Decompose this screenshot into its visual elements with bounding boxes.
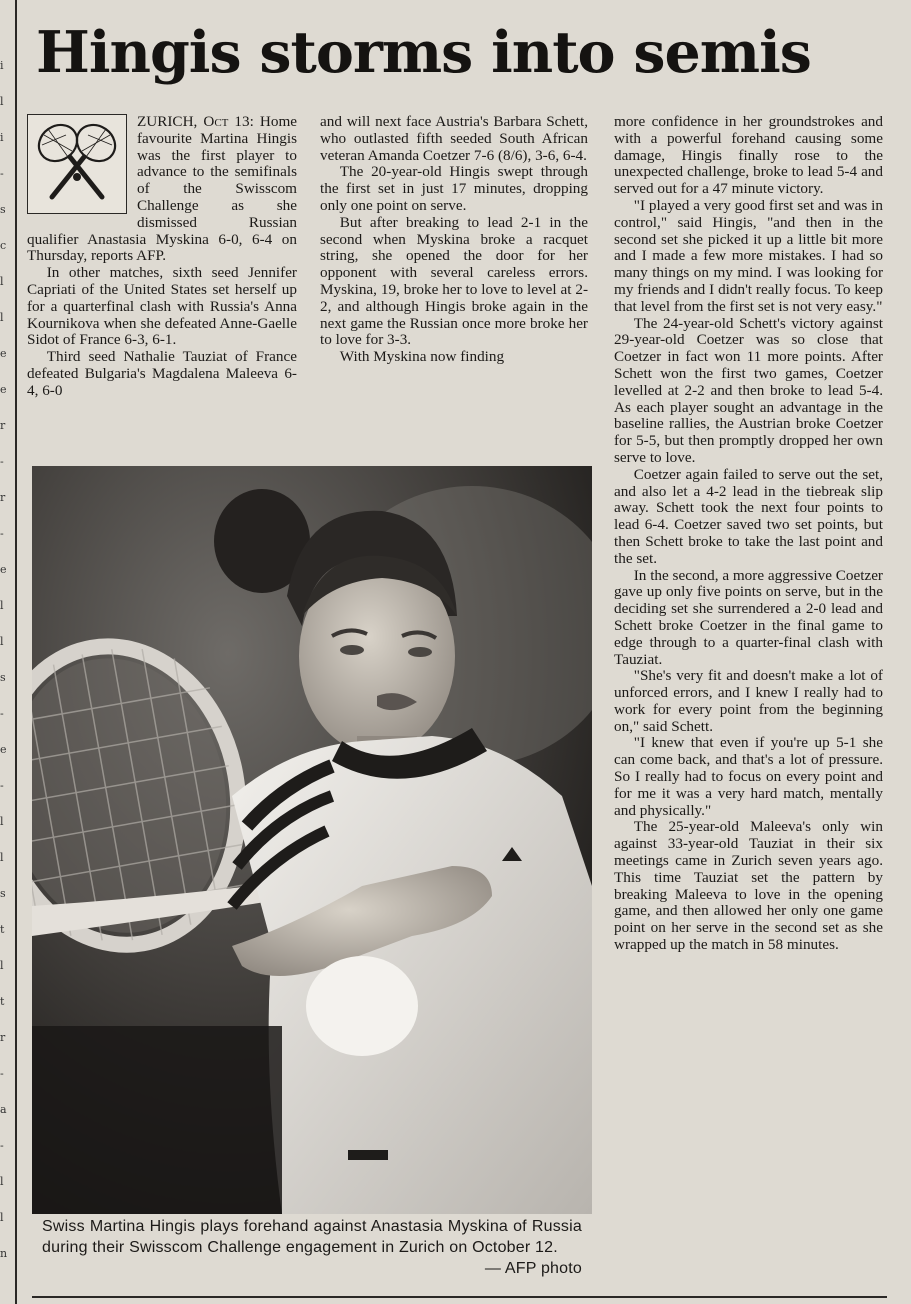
gutter-fragment: s <box>0 887 6 900</box>
paragraph: and will next face Austria's Barbara Schett, who outlasted fifth seeded South African veteran Amanda Coetzer 7-6 (8/6), 3-6, 6-4. <box>320 114 588 164</box>
gutter-fragment: r <box>0 419 6 432</box>
gutter-fragment: - <box>0 1067 4 1080</box>
gutter-fragment: l <box>0 95 4 108</box>
paragraph: In the second, a more aggressive Coetzer gave up only five points on serve, but in the deciding set she surrendered a 2-0 lead and Schett broke Coetzer in the final game to edge through to a quarter-final clash with Tauziat. <box>614 566 883 668</box>
article-column-2 <box>320 114 588 464</box>
article-column-1 <box>27 114 297 464</box>
paragraph: In other matches, sixth seed Jennifer Capriati of the United States set herself up for a quarterfinal clash with Russia's Anna Kournikova when she defeated Anne-Gaelle Sidot of France 6-3, 6-1. <box>27 264 297 349</box>
gutter-fragment: s <box>0 671 6 684</box>
news-photo <box>32 466 592 1214</box>
headline: Hingis storms into semis <box>36 19 811 86</box>
gutter-fragment: t <box>0 995 5 1008</box>
paragraph: "I knew that even if you're up 5-1 she can come back, and that's a lot of pressure. So I really had to focus on every point and for me it was a very hard match, mentally and physically." <box>614 734 883 819</box>
gutter-fragment: e <box>0 563 7 576</box>
gutter-fragment: e <box>0 347 7 360</box>
gutter-fragment: a <box>0 1103 7 1116</box>
tennis-racquets-icon <box>27 114 127 214</box>
gutter-fragment: e <box>0 743 7 756</box>
paragraph: Home favourite Martina Hingis was the first player to advance to the semifinals of the Swisscom Challenge as she dismissed Russian qualifier Anastasia Myskina 6-0, 6-4 on Thursday, reports AFP. <box>27 114 297 265</box>
gutter-fragment: e <box>0 383 7 396</box>
caption-text: Swiss Martina Hingis plays forehand against Anastasia Myskina of Russia during their Swisscom Challenge engagement in Zurich on October 12. <box>42 1218 582 1256</box>
paragraph: "I played a very good first set and was in control," said Hingis, "and then in the second set she picked it up a little bit more and I made a few more mistakes. I had so many things on my mind. I was looking for my friends and I didn't really focus. To keep that level from the first set is not very easy." <box>614 196 883 315</box>
gutter-fragment: l <box>0 851 4 864</box>
paragraph: Coetzer again failed to serve out the set, and also let a 4-2 lead in the tiebreak slip away. Schett took the next four points to lead 6-4. Coetzer saved two set points, but then Schett broke to take the last point and the set. <box>614 465 883 567</box>
gutter-fragment: l <box>0 1211 4 1224</box>
gutter-fragment: - <box>0 167 4 180</box>
gutter-fragment: l <box>0 1175 4 1188</box>
column-rule <box>15 0 17 1304</box>
gutter-fragment: c <box>0 239 7 252</box>
gutter-fragment: - <box>0 1139 4 1152</box>
paragraph: The 24-year-old Schett's victory against 29-year-old Coetzer was so close that Coetzer in fact won 11 more points. After Schett won the first two games, Coetzer levelled at 2-2 and then broke to lead 5-4. As each player sought an advantage in the baseline rallies, the Austrian broke Coetzer for 5-5, but then promptly dropped her own serve to love. <box>614 314 883 466</box>
gutter-fragment: l <box>0 599 4 612</box>
dateline: ZURICH, Oct 13: <box>137 114 254 130</box>
gutter-fragment: l <box>0 815 4 828</box>
paragraph: But after breaking to lead 2-1 in the second when Myskina broke a racquet string, she opened the door for her opponent with several careless errors. Myskina, 19, broke her to love to level at 2-2, and although Hingis broke again in the next game the Russian once more broke her to love for 3-3. <box>320 213 588 349</box>
gutter-fragment: s <box>0 203 6 216</box>
photo-caption <box>42 1216 582 1279</box>
gutter-fragment: l <box>0 275 4 288</box>
paragraph: The 25-year-old Maleeva's only win against 33-year-old Tauziat in their six meetings came in Zurich seven years ago. This time Tauziat set the pattern by breaking Maleeva to love in the opening game, and then allowed her only one game point on her serve in the second set as she wrapped up the match in 58 minutes. <box>614 818 883 954</box>
article-column-3 <box>614 114 883 1284</box>
paragraph: With Myskina now finding <box>339 348 505 366</box>
paragraph: The 20-year-old Hingis swept through the first set in just 17 minutes, dropping only one point on serve. <box>320 163 588 214</box>
gutter-fragment: - <box>0 779 4 792</box>
paragraph: more confidence in her groundstrokes and with a powerful forehand causing some damage, Hingis finally rose to the unexpected challenge, broke to lead 5-4 and served out for a 47 minute victory. <box>614 114 883 198</box>
gutter-fragment: r <box>0 1031 6 1044</box>
gutter-fragment: t <box>0 923 5 936</box>
gutter-fragment: - <box>0 455 4 468</box>
paragraph: "She's very fit and doesn't make a lot of unforced errors, and I knew I really had to work for every point from the beginning on," said Schett. <box>614 667 883 735</box>
gutter-fragment: - <box>0 707 4 720</box>
gutter-fragment: r <box>0 491 6 504</box>
paragraph: Third seed Nathalie Tauziat of France defeated Bulgaria's Magdalena Maleeva 6-4, 6-0 <box>27 348 297 399</box>
gutter-fragment: i <box>0 59 4 72</box>
gutter-fragment: l <box>0 311 4 324</box>
bottom-rule <box>32 1296 887 1298</box>
gutter-fragment: - <box>0 527 4 540</box>
gutter-fragment: l <box>0 959 4 972</box>
gutter-fragment: i <box>0 131 4 144</box>
gutter-fragment: n <box>0 1247 8 1260</box>
photo-credit: — AFP photo <box>484 1260 582 1277</box>
gutter-fragment: l <box>0 635 4 648</box>
